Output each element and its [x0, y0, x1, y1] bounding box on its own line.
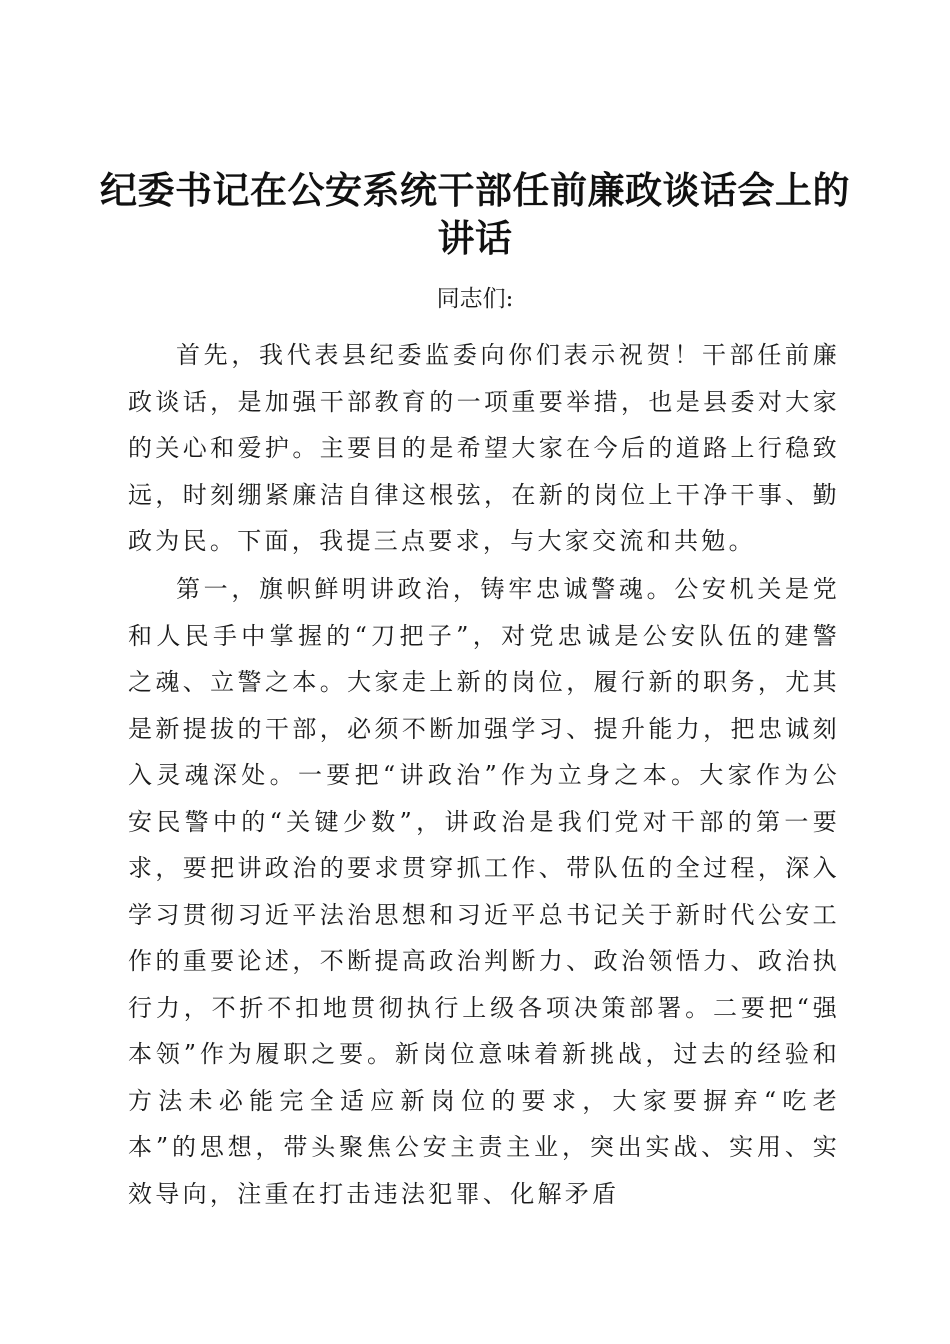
document-title: 纪委书记在公安系统干部任前廉政谈话会上的讲话: [100, 168, 850, 260]
salutation: 同志们:: [436, 286, 514, 312]
paragraph-1: 首先，我代表县纪委监委向你们表示祝贺！干部任前廉政谈话，是加强干部教育的一项重要举措，也是县委对大家的关心和爱护。主要目的是希望大家在今后的道路上行稳致远，时刻绷紧廉洁自律这根弦，在新的岗位上干净干事、勤政为民。下面，我提三点要求，与大家交流和共勉。: [128, 341, 840, 555]
paragraph-2: 第一，旗帜鲜明讲政治，铸牢忠诚警魂。公安机关是党和人民手中掌握的“刀把子”，对党忠诚是公安队伍的建警之魂、立警之本。大家走上新的岗位，履行新的职务，尤其是新提拔的干部，必须不断加强学习、提升能力，把忠诚刻入灵魂深处。一要把“讲政治”作为立身之本。大家作为公安民警中的“关键少数”，讲政治是我们党对干部的第一要求，要把讲政治的要求贯穿抓工作、带队伍的全过程，深入学习贯彻习近平法治思想和习近平总书记关于新时代公安工作的重要论述，不断提高政治判断力、政治领悟力、政治执行力，不折不扣地贯彻执行上级各项决策部署。二要把“强本领”作为履职之要。新岗位意味着新挑战，过去的经验和方法未必能完全适应新岗位的要求，大家要摒弃“吃老本”的思想，带头聚焦公安主责主业，突出实战、实用、实效导向，注重在打击违法犯罪、化解矛盾: [128, 575, 840, 1208]
